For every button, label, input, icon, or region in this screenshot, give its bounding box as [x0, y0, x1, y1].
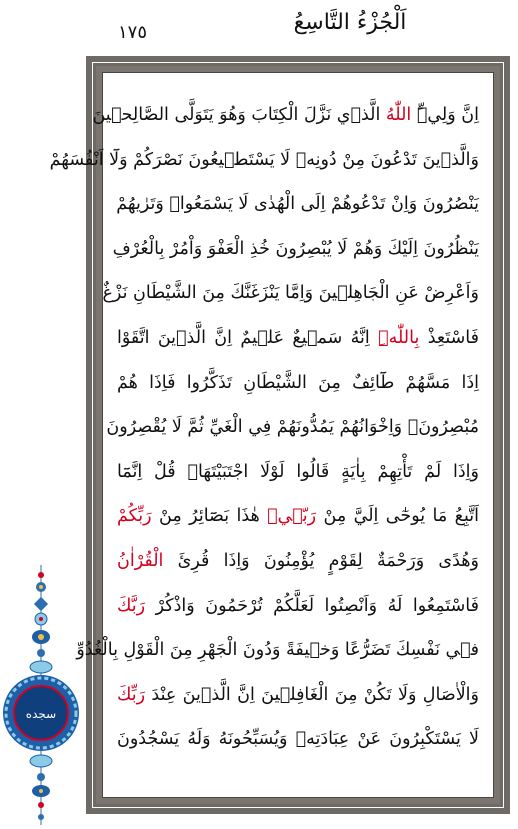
divine-name-text: رَبِّكَ — [117, 684, 146, 705]
verse-text: اِنَّ وَلِيِّۧ — [411, 105, 479, 125]
juz-title: اَلْجُزْءُ التَّاسِعُ — [293, 10, 407, 35]
verse-text: فَاسْتَمِعُوا لَهُ وَاَنْصِتُوا لَعَلَّكُمْ تُرْحَمُونَ وَاذْكُرْ — [145, 595, 479, 616]
verses-block — [49, 93, 479, 762]
verse-line — [117, 182, 479, 227]
verse-line — [112, 227, 479, 272]
divine-name-text: الْقُرْاٰنُ — [117, 550, 164, 571]
verse-line — [117, 450, 479, 495]
page-frame — [49, 56, 510, 814]
divine-name-text: اللّٰهُ — [380, 105, 412, 125]
verse-line — [117, 539, 479, 584]
verse-text: مُبْصِرُونَۚ وَاِخْوَانُهُمْ يَمُدُّونَهُمْ فِي الْغَيِّ ثُمَّ لَا يُقْصِرُونَ — [106, 417, 479, 438]
verse-line — [117, 584, 479, 629]
verse-line — [49, 138, 479, 183]
verse-text: وَهُدًى وَرَحْمَةٌ لِقَوْمٍ يُؤْمِنُونَ وَاِذَا قُرِئَ — [163, 550, 479, 571]
verse-text: هٰذَا بَصَٓائِرُ مِنْ — [151, 506, 260, 527]
verse-text: وَالَّذ۪ينَ تَدْعُونَ مِنْ دُونِه۪ لَا يَسْتَط۪يعُونَ نَصْرَكُمْ وَلَٓا اَنْفُسَهُمْ — [49, 149, 479, 170]
verse-text: الَّذ۪ي نَزَّلَ الْكِتَابَ وَهُوَ يَتَوَلَّى الصَّالِح۪ينَ — [92, 105, 381, 125]
verse-text: اَتَّبِعُ مَا يُوحٰٓى اِلَيَّ مِنْ — [316, 506, 479, 527]
verse-text: اِنَّهُ سَم۪يعٌ عَل۪يمٌ اِنَّ الَّذ۪ينَ اتَّقَوْا — [117, 327, 370, 348]
verse-line — [106, 405, 479, 450]
verse-line — [117, 673, 479, 718]
sajda-ornament-icon — [0, 565, 86, 825]
verse-line — [117, 361, 479, 406]
verse-text: يَنْظُرُونَ اِلَيْكَ وَهُمْ لَا يُبْصِرُونَ خُذِ الْعَفْوَ وَاْمُرْ بِالْعُرْفِ — [112, 238, 479, 259]
verse-line — [76, 628, 479, 673]
verse-text: وَاَعْرِضْ عَنِ الْجَاهِل۪ينَ وَاِمَّا يَنْزَغَنَّكَ مِنَ الشَّيْطَانِ نَزْغٌ — [102, 283, 479, 304]
verse-line — [117, 316, 479, 361]
frame-inner — [49, 66, 500, 804]
verse-text: ف۪ي نَفْسِكَ تَضَرُّعًا وَخ۪يفَةً وَدُونَ الْجَهْرِ مِنَ الْقَوْلِ بِالْغُدُوِّ — [76, 640, 479, 661]
divine-name-text: رَبِّكُمْ — [117, 506, 152, 527]
verse-text: فَاسْتَعِذْ — [419, 327, 479, 348]
text-panel — [49, 72, 494, 798]
divine-name-text: رَبَّكَ — [117, 595, 146, 616]
verse-text: يَنْصُرُونَ وَاِنْ تَدْعُوهُمْ اِلَى الْهُدٰى لَا يَسْمَعُواۜ وَتَرٰيهُمْ — [116, 194, 479, 215]
sajda-label: سجده — [25, 707, 57, 721]
page-header — [0, 0, 518, 58]
verse-text: لَا يَسْتَكْبِرُونَ عَنْ عِبَادَتِه۪ وَيُسَبِّحُونَهُ وَلَهُ يَسْجُدُونَ — [117, 729, 479, 750]
page-number: ١٧٥ — [118, 22, 148, 43]
verse-line — [92, 93, 479, 138]
verse-line — [117, 494, 479, 539]
divine-name-text: رَبّ۪يۚ — [259, 506, 317, 527]
verse-text: وَاِذَا لَمْ تَأْتِهِمْ بِاٰيَةٍ قَالُوا لَوْلَا اجْتَبَيْتَهَاۜ قُلْ اِنَّمَٓا — [117, 461, 479, 482]
verse-text: اِذَا مَسَّهُمْ طَٓائِفٌ مِنَ الشَّيْطَانِ تَذَكَّرُوا فَاِذَا هُمْ — [117, 372, 479, 393]
verse-line — [117, 717, 479, 762]
sajda-ornament — [0, 565, 86, 825]
divine-name-text: بِاللّٰهِۜ — [369, 327, 420, 348]
verse-line — [102, 271, 479, 316]
verse-text: وَالْاٰصَالِ وَلَا تَكُنْ مِنَ الْغَافِل۪ينَ اِنَّ الَّذ۪ينَ عِنْدَ — [145, 684, 479, 705]
